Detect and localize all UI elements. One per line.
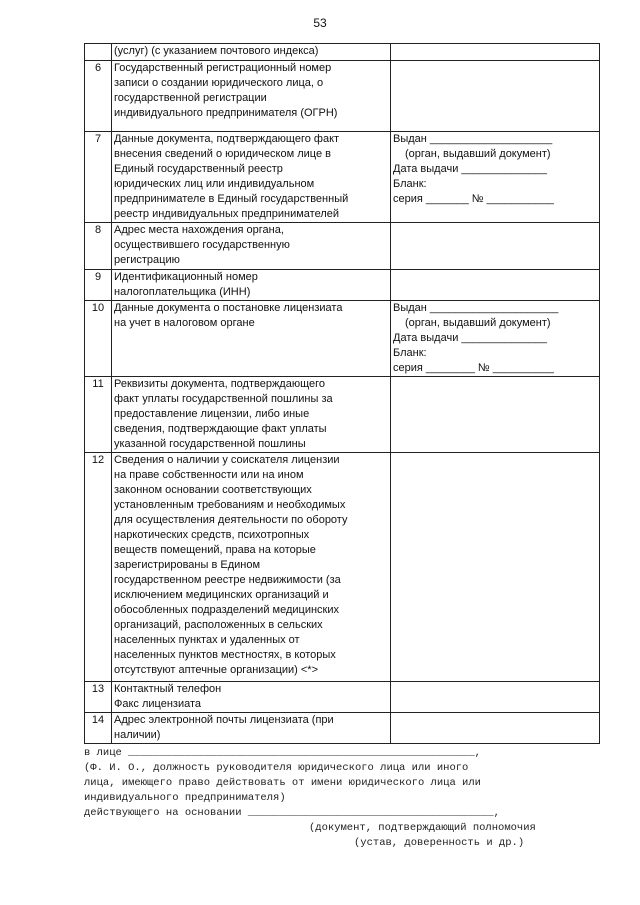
row-description: Сведения о наличии у соискателя лицензии на праве собственности или на ином законном основании соответствующих установленным требованиям и необходимых для осуществления деятельности по обороту наркотических средств, психотропных веществ помещений, права на которые зарегистрированы в Едином государственном реестре недвижимости (за исключением медицинских организаций и обособленных подразделений медицинских организаций, расположенных в сельских населенных пунктах и удаленных от населенных пунктов местностях, в которых отсутствуют аптечные организации) <*> xyxy=(112,453,391,682)
row-description: (услуг) (с указанием почтового индекса) xyxy=(112,44,391,61)
representative-caption: лица, имеющего право действовать от имени юридического лица или xyxy=(84,777,481,789)
row-value-field[interactable] xyxy=(391,61,600,132)
table-row xyxy=(85,301,600,377)
row-number: 7 xyxy=(85,132,112,223)
table-row xyxy=(85,377,600,453)
row-description: Адрес места нахождения органа, осуществившего государственную регистрацию xyxy=(112,223,391,270)
row-value-field[interactable] xyxy=(391,682,600,713)
issue-date-field[interactable]: Дата выдачи ______________ xyxy=(393,163,548,175)
row-value-field[interactable] xyxy=(391,270,600,301)
table-row xyxy=(85,223,600,270)
row-number: 13 xyxy=(85,682,112,713)
series-number-field[interactable]: серия ________ № __________ xyxy=(393,362,554,374)
issued-by-field[interactable]: Выдан _____________________ xyxy=(393,302,559,314)
row-number xyxy=(85,44,112,61)
table-row xyxy=(85,44,600,61)
row-description: Контактный телефон Факс лицензиата xyxy=(112,682,391,713)
issue-date-field[interactable]: Дата выдачи ______________ xyxy=(393,332,548,344)
table-row xyxy=(85,270,600,301)
table-row xyxy=(85,682,600,713)
row-value-field[interactable] xyxy=(391,44,600,61)
row-description: Государственный регистрационный номер записи о создании юридического лица, о государственной регистрации индивидуального предпринимателя (ОГРН) xyxy=(112,61,391,132)
row-value-field[interactable] xyxy=(391,301,600,377)
row-number: 14 xyxy=(85,713,112,744)
row-number: 10 xyxy=(85,301,112,377)
basis-line[interactable]: действующего на основании _______________________________________, xyxy=(84,807,500,819)
basis-caption: (устав, доверенность и др.) xyxy=(354,837,525,849)
table-row xyxy=(85,61,600,132)
issued-by-caption: (орган, выдавший документ) xyxy=(405,317,551,329)
row-value-field[interactable] xyxy=(391,453,600,682)
row-value-field[interactable] xyxy=(391,132,600,223)
page-number: 53 xyxy=(313,16,327,30)
row-number: 11 xyxy=(85,377,112,453)
row-description: Идентификационный номер налогоплательщика (ИНН) xyxy=(112,270,391,301)
issued-by-field[interactable]: Выдан ____________________ xyxy=(393,133,553,145)
basis-caption: (документ, подтверждающий полномочия xyxy=(309,822,536,834)
row-number: 6 xyxy=(85,61,112,132)
issued-by-caption: (орган, выдавший документ) xyxy=(405,148,551,160)
license-application-table xyxy=(84,43,600,744)
form-label: Бланк: xyxy=(393,178,427,190)
representative-line[interactable]: в лице _______________________________________________________, xyxy=(84,747,481,759)
representative-caption: индивидуального предпринимателя) xyxy=(84,792,286,804)
row-number: 9 xyxy=(85,270,112,301)
row-description: Адрес электронной почты лицензиата (при наличии) xyxy=(112,713,391,744)
series-number-field[interactable]: серия _______ № ___________ xyxy=(393,193,554,205)
row-value-field[interactable] xyxy=(391,713,600,744)
signatory-block xyxy=(84,746,604,851)
row-value-field[interactable] xyxy=(391,223,600,270)
representative-caption: (Ф. И. О., должность руководителя юридического лица или иного xyxy=(84,762,469,774)
row-description: Данные документа, подтверждающего факт внесения сведений о юридическом лице в Единый государственный реестр юридических лиц или индивидуальном предпринимателе в Единый государственный реестр индивидуальных предпринимателей xyxy=(112,132,391,223)
table-row xyxy=(85,713,600,744)
row-description: Данные документа о постановке лицензиата на учет в налоговом органе xyxy=(112,301,391,377)
form-label: Бланк: xyxy=(393,347,427,359)
row-value-field[interactable] xyxy=(391,377,600,453)
row-number: 12 xyxy=(85,453,112,682)
table-row xyxy=(85,132,600,223)
table-row xyxy=(85,453,600,682)
row-description: Реквизиты документа, подтверждающего факт уплаты государственной пошлины за предоставление лицензии, либо иные сведения, подтверждающие факт уплаты указанной государственной пошлины xyxy=(112,377,391,453)
row-number: 8 xyxy=(85,223,112,270)
